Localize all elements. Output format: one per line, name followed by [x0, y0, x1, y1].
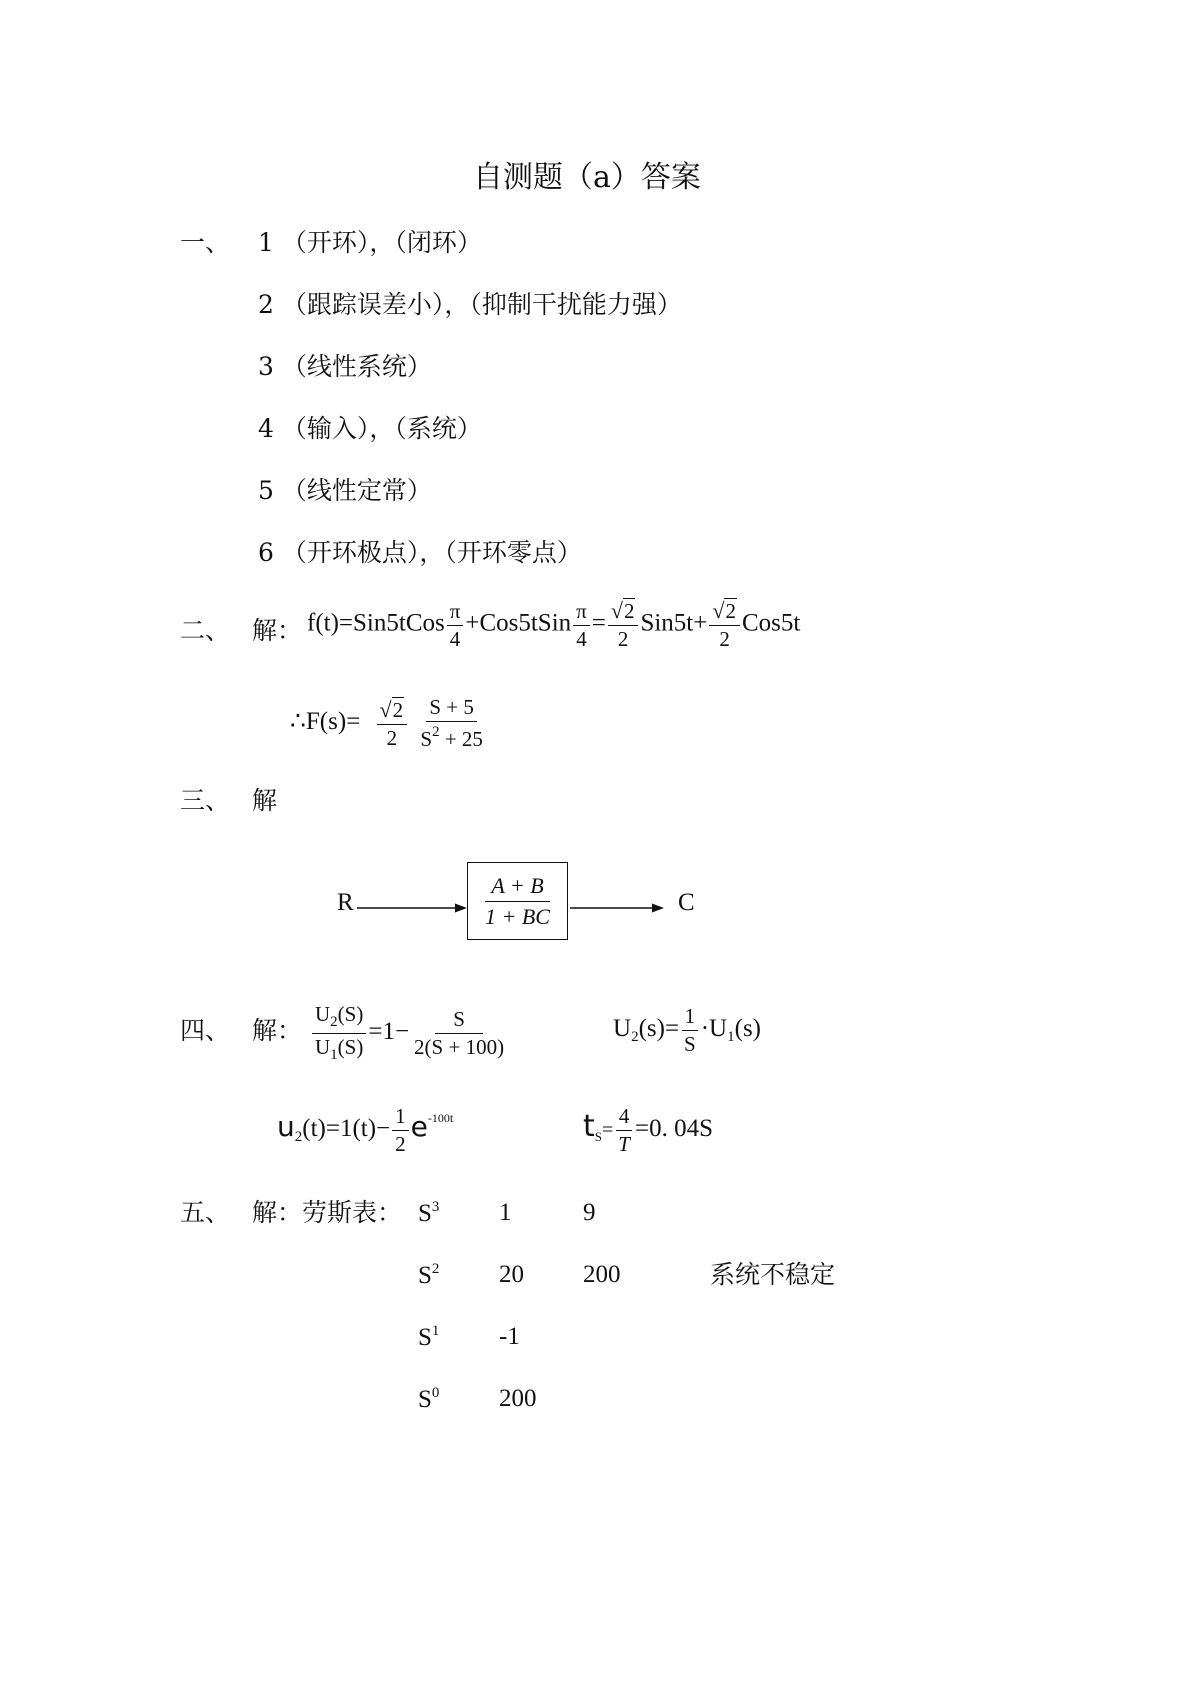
exp-base: e: [410, 1110, 428, 1144]
input-arrow-head: [455, 904, 467, 913]
sqrt-radicand: 2: [392, 697, 404, 722]
routh-row: [418, 1386, 439, 1412]
q3-lead: 解: [252, 786, 278, 815]
ft-lhs: f(t)=Sin5tCos: [307, 609, 445, 637]
q4-ratio-equation: [310, 1004, 509, 1063]
frac-den: 4: [449, 626, 461, 651]
q2-equation-ft: [307, 600, 800, 650]
frac-num: 4: [616, 1106, 633, 1131]
routh-s: S: [418, 1262, 432, 1289]
frac-den: T: [618, 1132, 630, 1156]
q2-lead: 解：: [252, 616, 303, 645]
ratio-equals: =1−: [368, 1018, 410, 1046]
four-over-t-fraction: [615, 1106, 633, 1155]
q1-item: 4 （输入），（系统）: [258, 414, 482, 443]
frac-num: S + 5: [426, 697, 477, 722]
q2-marker: 二、: [180, 616, 231, 645]
routh-cell: 200: [583, 1261, 621, 1288]
sqrt-radicand: 2: [623, 599, 635, 623]
diagram-output-label: C: [678, 889, 695, 916]
q2-equation-fs: [290, 697, 488, 750]
diagram-input-label: R: [337, 889, 354, 916]
sqrt2-over-2-fraction: [709, 600, 740, 650]
q5-lead: 解：劳斯表：: [252, 1198, 403, 1227]
u2t-rhs: (t)=1(t)−: [302, 1115, 391, 1143]
output-arrow-head: [652, 904, 664, 913]
frac-num: 1: [392, 1106, 409, 1131]
sqrt-symbol: √2: [610, 598, 635, 623]
frac-den: S: [684, 1032, 696, 1056]
u2-over-u1-fraction: [312, 1004, 366, 1063]
routh-power: 3: [431, 1199, 440, 1215]
q4-lead: 解：: [252, 1016, 303, 1045]
sqrt2-over-2-fraction: [608, 600, 639, 650]
routh-power: 1: [431, 1323, 440, 1339]
routh-s: S: [418, 1324, 432, 1351]
routh-power: 2: [431, 1261, 440, 1277]
fs-lhs: ∴F(s)=: [290, 708, 361, 736]
frac-den-sub: 1: [330, 1047, 338, 1063]
u2t-sub: 2: [294, 1129, 303, 1146]
exp-power: -100t: [427, 1111, 454, 1126]
sqrt-radicand: 2: [725, 599, 736, 623]
laplace-fraction: [417, 697, 486, 750]
frac-num: S: [435, 1009, 483, 1034]
ts-equals: =: [602, 1119, 614, 1142]
den-sup: 2: [432, 724, 440, 740]
routh-cell: 20: [499, 1261, 524, 1288]
sqrt-symbol: √2: [379, 696, 404, 722]
one-over-s-fraction: [681, 1006, 699, 1055]
u2s-arg: (s)=: [638, 1015, 680, 1043]
routh-row: [418, 1200, 439, 1226]
routh-s: S: [418, 1386, 432, 1413]
ft-term2: Cos5t: [741, 609, 801, 637]
u1s-base: ·U: [700, 1015, 728, 1043]
frac-num: π: [573, 601, 590, 626]
q4-u2s-equation: [613, 1006, 761, 1055]
block-den: 1 + BC: [485, 903, 550, 929]
routh-row: [418, 1262, 439, 1288]
q4-u2t-equation: [277, 1106, 453, 1155]
u2t-base: u: [277, 1110, 295, 1144]
frac-den: 2: [386, 725, 398, 750]
sqrt-symbol: √2: [712, 598, 736, 623]
q4-ts-equation: [583, 1106, 713, 1155]
frac-num: π: [447, 601, 464, 626]
u2s-sub: 2: [631, 1029, 639, 1046]
frac-den-base: U: [315, 1035, 331, 1059]
frac-den: 2: [617, 627, 629, 651]
q1-item: 2 （跟踪误差小），（抑制干扰能力强）: [258, 290, 682, 319]
routh-s: S: [418, 1200, 432, 1227]
pi-over-4-fraction: [447, 598, 464, 651]
q1-item: 1 （开环），（闭环）: [258, 228, 482, 257]
u1s-sub: 1: [727, 1029, 735, 1046]
q5-marker: 五、: [180, 1198, 231, 1227]
sqrt2-over-2-fraction: [377, 696, 408, 750]
u1s-arg: (s): [734, 1015, 762, 1043]
ft-equals: =: [591, 609, 606, 637]
block-fraction: [479, 872, 556, 929]
frac-num-base: U: [315, 1002, 331, 1026]
ts-value: =0. 04S: [634, 1115, 713, 1143]
frac-num: 1: [682, 1006, 699, 1031]
one-half-fraction: [392, 1106, 409, 1155]
routh-power: 0: [431, 1385, 440, 1401]
s-over-2s100-fraction: [411, 1009, 507, 1058]
pi-over-4-fraction: [573, 598, 590, 651]
frac-den: 4: [576, 626, 587, 651]
frac-den: 2(S + 100): [414, 1035, 505, 1059]
ts-sub: S: [594, 1129, 602, 1145]
q3-marker: 三、: [180, 786, 231, 815]
q1-item: 6 （开环极点），（开环零点）: [258, 538, 582, 567]
page-title: 自测题（a）答案: [473, 160, 701, 195]
ts-base: t: [583, 1109, 595, 1145]
u2s-base: U: [613, 1015, 632, 1043]
routh-cell: 9: [583, 1199, 596, 1226]
ft-term1: Sin5t+: [640, 609, 708, 637]
ft-mid: +Cos5tSin: [465, 609, 572, 637]
routh-cell: 1: [499, 1199, 512, 1226]
q1-item: 5 （线性定常）: [258, 476, 432, 505]
frac-num-arg: (S): [337, 1002, 364, 1026]
q1-item: 3 （线性系统）: [258, 352, 432, 381]
den-rest: + 25: [439, 727, 483, 751]
routh-cell: -1: [499, 1323, 520, 1350]
stability-conclusion: 系统不稳定: [710, 1260, 836, 1289]
frac-den: 2: [719, 627, 730, 651]
q1-marker: 一、: [180, 228, 231, 257]
frac-num-sub: 2: [330, 1014, 338, 1030]
routh-row: [418, 1324, 439, 1350]
routh-cell: 200: [499, 1385, 537, 1412]
transfer-function-block: [467, 862, 568, 940]
frac-den-arg: (S): [337, 1035, 364, 1059]
den-base: S: [420, 727, 433, 751]
frac-den: 2: [395, 1132, 406, 1156]
block-num: A + B: [485, 875, 549, 902]
q4-marker: 四、: [180, 1016, 231, 1045]
